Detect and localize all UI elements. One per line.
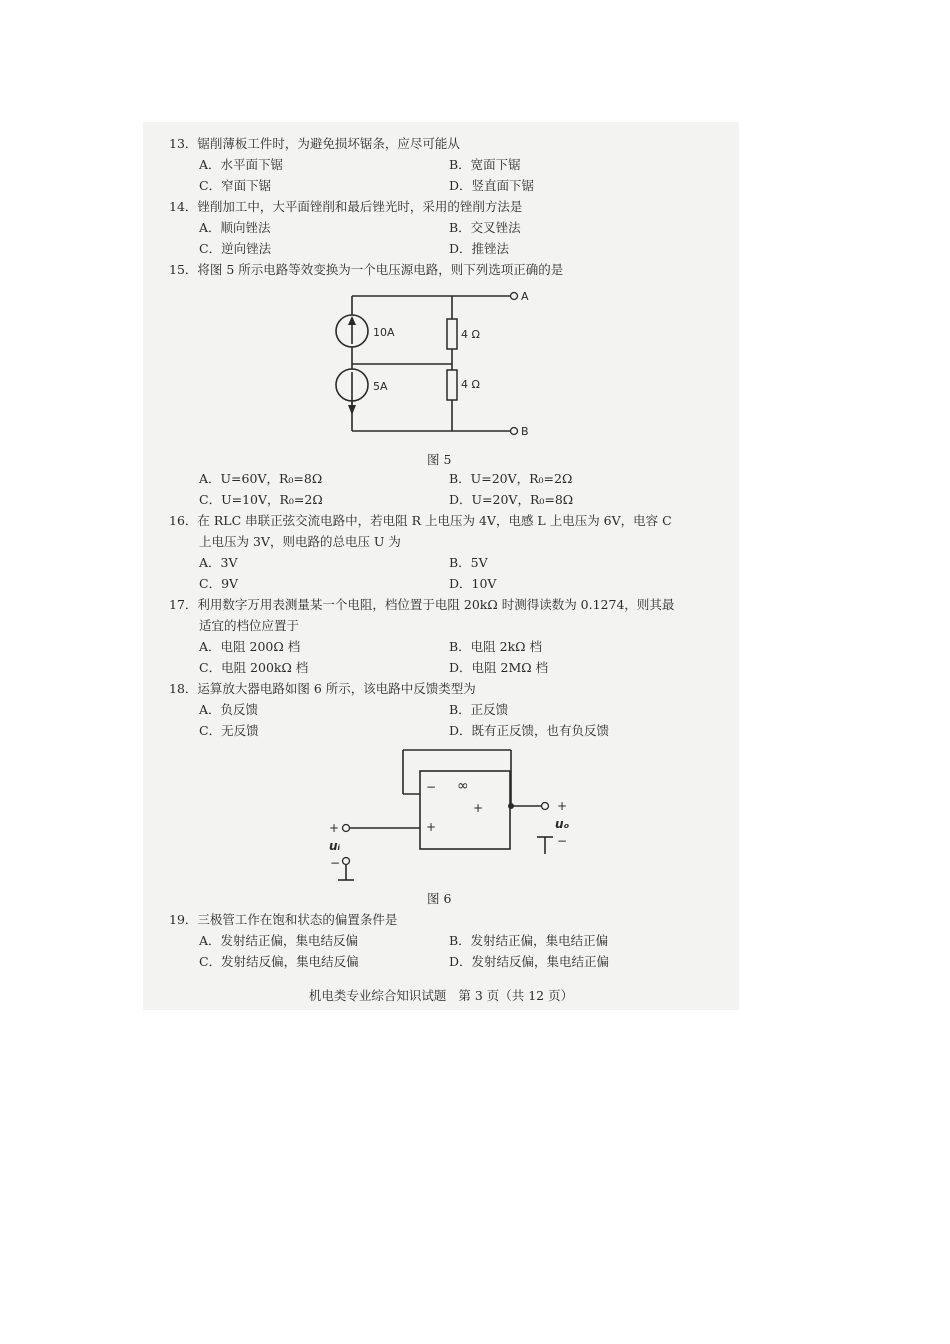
figure-6-caption: 图 6 — [427, 891, 452, 906]
figure-6-op-amp-circuit — [143, 122, 739, 892]
question-14-stem: 14．锉削加工中，大平面锉削和最后锉光时，采用的锉削方法是 — [169, 199, 523, 214]
question-15-stem: 15．将图 5 所示电路等效变换为一个电压源电路，则下列选项正确的是 — [169, 262, 564, 277]
question-19-option-c: C．发射结反偏，集电结反偏 — [199, 954, 359, 969]
question-18-option-c: C．无反馈 — [199, 723, 259, 738]
question-16-option-c: C．9V — [199, 576, 239, 591]
footer-subject: 机电类专业综合知识试题 — [308, 988, 447, 1003]
ui-minus-label: − — [330, 856, 341, 870]
uo-minus-label: − — [557, 834, 568, 848]
question-15-option-b: B．U=20V，R₀=2Ω — [449, 471, 573, 486]
question-13-option-a: A．水平面下锯 — [199, 157, 284, 172]
op-amp-inverting-label: − — [426, 780, 437, 794]
op-amp-infinity-label: ∞ — [457, 778, 469, 794]
question-14-option-d: D．推锉法 — [449, 241, 510, 256]
question-17-stem-cont: 适宜的档位应置于 — [199, 618, 300, 633]
svg-text:B: B — [521, 425, 529, 438]
question-19-option-d: D．发射结反偏，集电结正偏 — [449, 954, 610, 969]
op-amp-output-sign: + — [473, 801, 484, 815]
svg-text:5A: 5A — [373, 380, 388, 393]
question-13-option-d: D．竖直面下锯 — [449, 178, 535, 193]
question-18-option-d: D．既有正反馈，也有负反馈 — [449, 723, 610, 738]
op-amp-noninverting-label: + — [426, 820, 437, 834]
question-14-option-a: A．顺向锉法 — [199, 220, 271, 235]
question-15-option-c: C．U=10V，R₀=2Ω — [199, 492, 323, 507]
ui-plus-label: + — [329, 821, 340, 835]
question-16-stem-cont: 上电压为 3V，则电路的总电压 U 为 — [199, 534, 401, 549]
question-16-stem: 16．在 RLC 串联正弦交流电路中，若电阻 R 上电压为 4V，电感 L 上电压为 6V，电容 C — [169, 513, 672, 528]
question-17-option-b: B．电阻 2kΩ 档 — [449, 639, 543, 654]
question-18-stem: 18．运算放大器电路如图 6 所示，该电路中反馈类型为 — [169, 681, 476, 696]
uo-label: uₒ — [555, 817, 570, 831]
question-17-option-d: D．电阻 2MΩ 档 — [449, 660, 549, 675]
uo-plus-label: + — [557, 799, 568, 813]
question-17-option-a: A．电阻 200Ω 档 — [199, 639, 301, 654]
question-14-option-c: C．逆向锉法 — [199, 241, 272, 256]
svg-text:A: A — [521, 290, 529, 303]
question-17-option-c: C．电阻 200kΩ 档 — [199, 660, 309, 675]
question-19-stem: 19．三极管工作在饱和状态的偏置条件是 — [169, 912, 398, 927]
question-18-option-a: A．负反馈 — [199, 702, 259, 717]
svg-text:10A: 10A — [373, 326, 395, 339]
question-15-option-d: D．U=20V，R₀=8Ω — [449, 492, 574, 507]
question-13-option-b: B．宽面下锯 — [449, 157, 521, 172]
figure-5-caption: 图 5 — [427, 452, 452, 467]
page-footer — [143, 986, 739, 1004]
ui-label: uᵢ — [329, 839, 341, 853]
question-13-option-c: C．窄面下锯 — [199, 178, 272, 193]
question-18-option-b: B．正反馈 — [449, 702, 509, 717]
question-19-option-a: A．发射结正偏，集电结反偏 — [199, 933, 359, 948]
svg-text:4 Ω: 4 Ω — [461, 328, 480, 341]
question-15-option-a: A．U=60V，R₀=8Ω — [199, 471, 323, 486]
question-17-stem: 17．利用数字万用表测量某一个电阻，档位置于电阻 20kΩ 时测得读数为 0.1274，则其最 — [169, 597, 675, 612]
question-16-option-b: B．5V — [449, 555, 488, 570]
question-19-option-b: B．发射结正偏，集电结正偏 — [449, 933, 609, 948]
question-16-option-d: D．10V — [449, 576, 497, 591]
scanned-exam-page — [143, 122, 739, 1010]
svg-text:4 Ω: 4 Ω — [461, 378, 480, 391]
footer-page-number: 第 3 页（共 12 页） — [458, 988, 574, 1003]
question-14-option-b: B．交叉锉法 — [449, 220, 521, 235]
question-13-stem: 13．锯削薄板工件时，为避免损坏锯条，应尽可能从 — [169, 136, 460, 151]
question-16-option-a: A．3V — [199, 555, 238, 570]
